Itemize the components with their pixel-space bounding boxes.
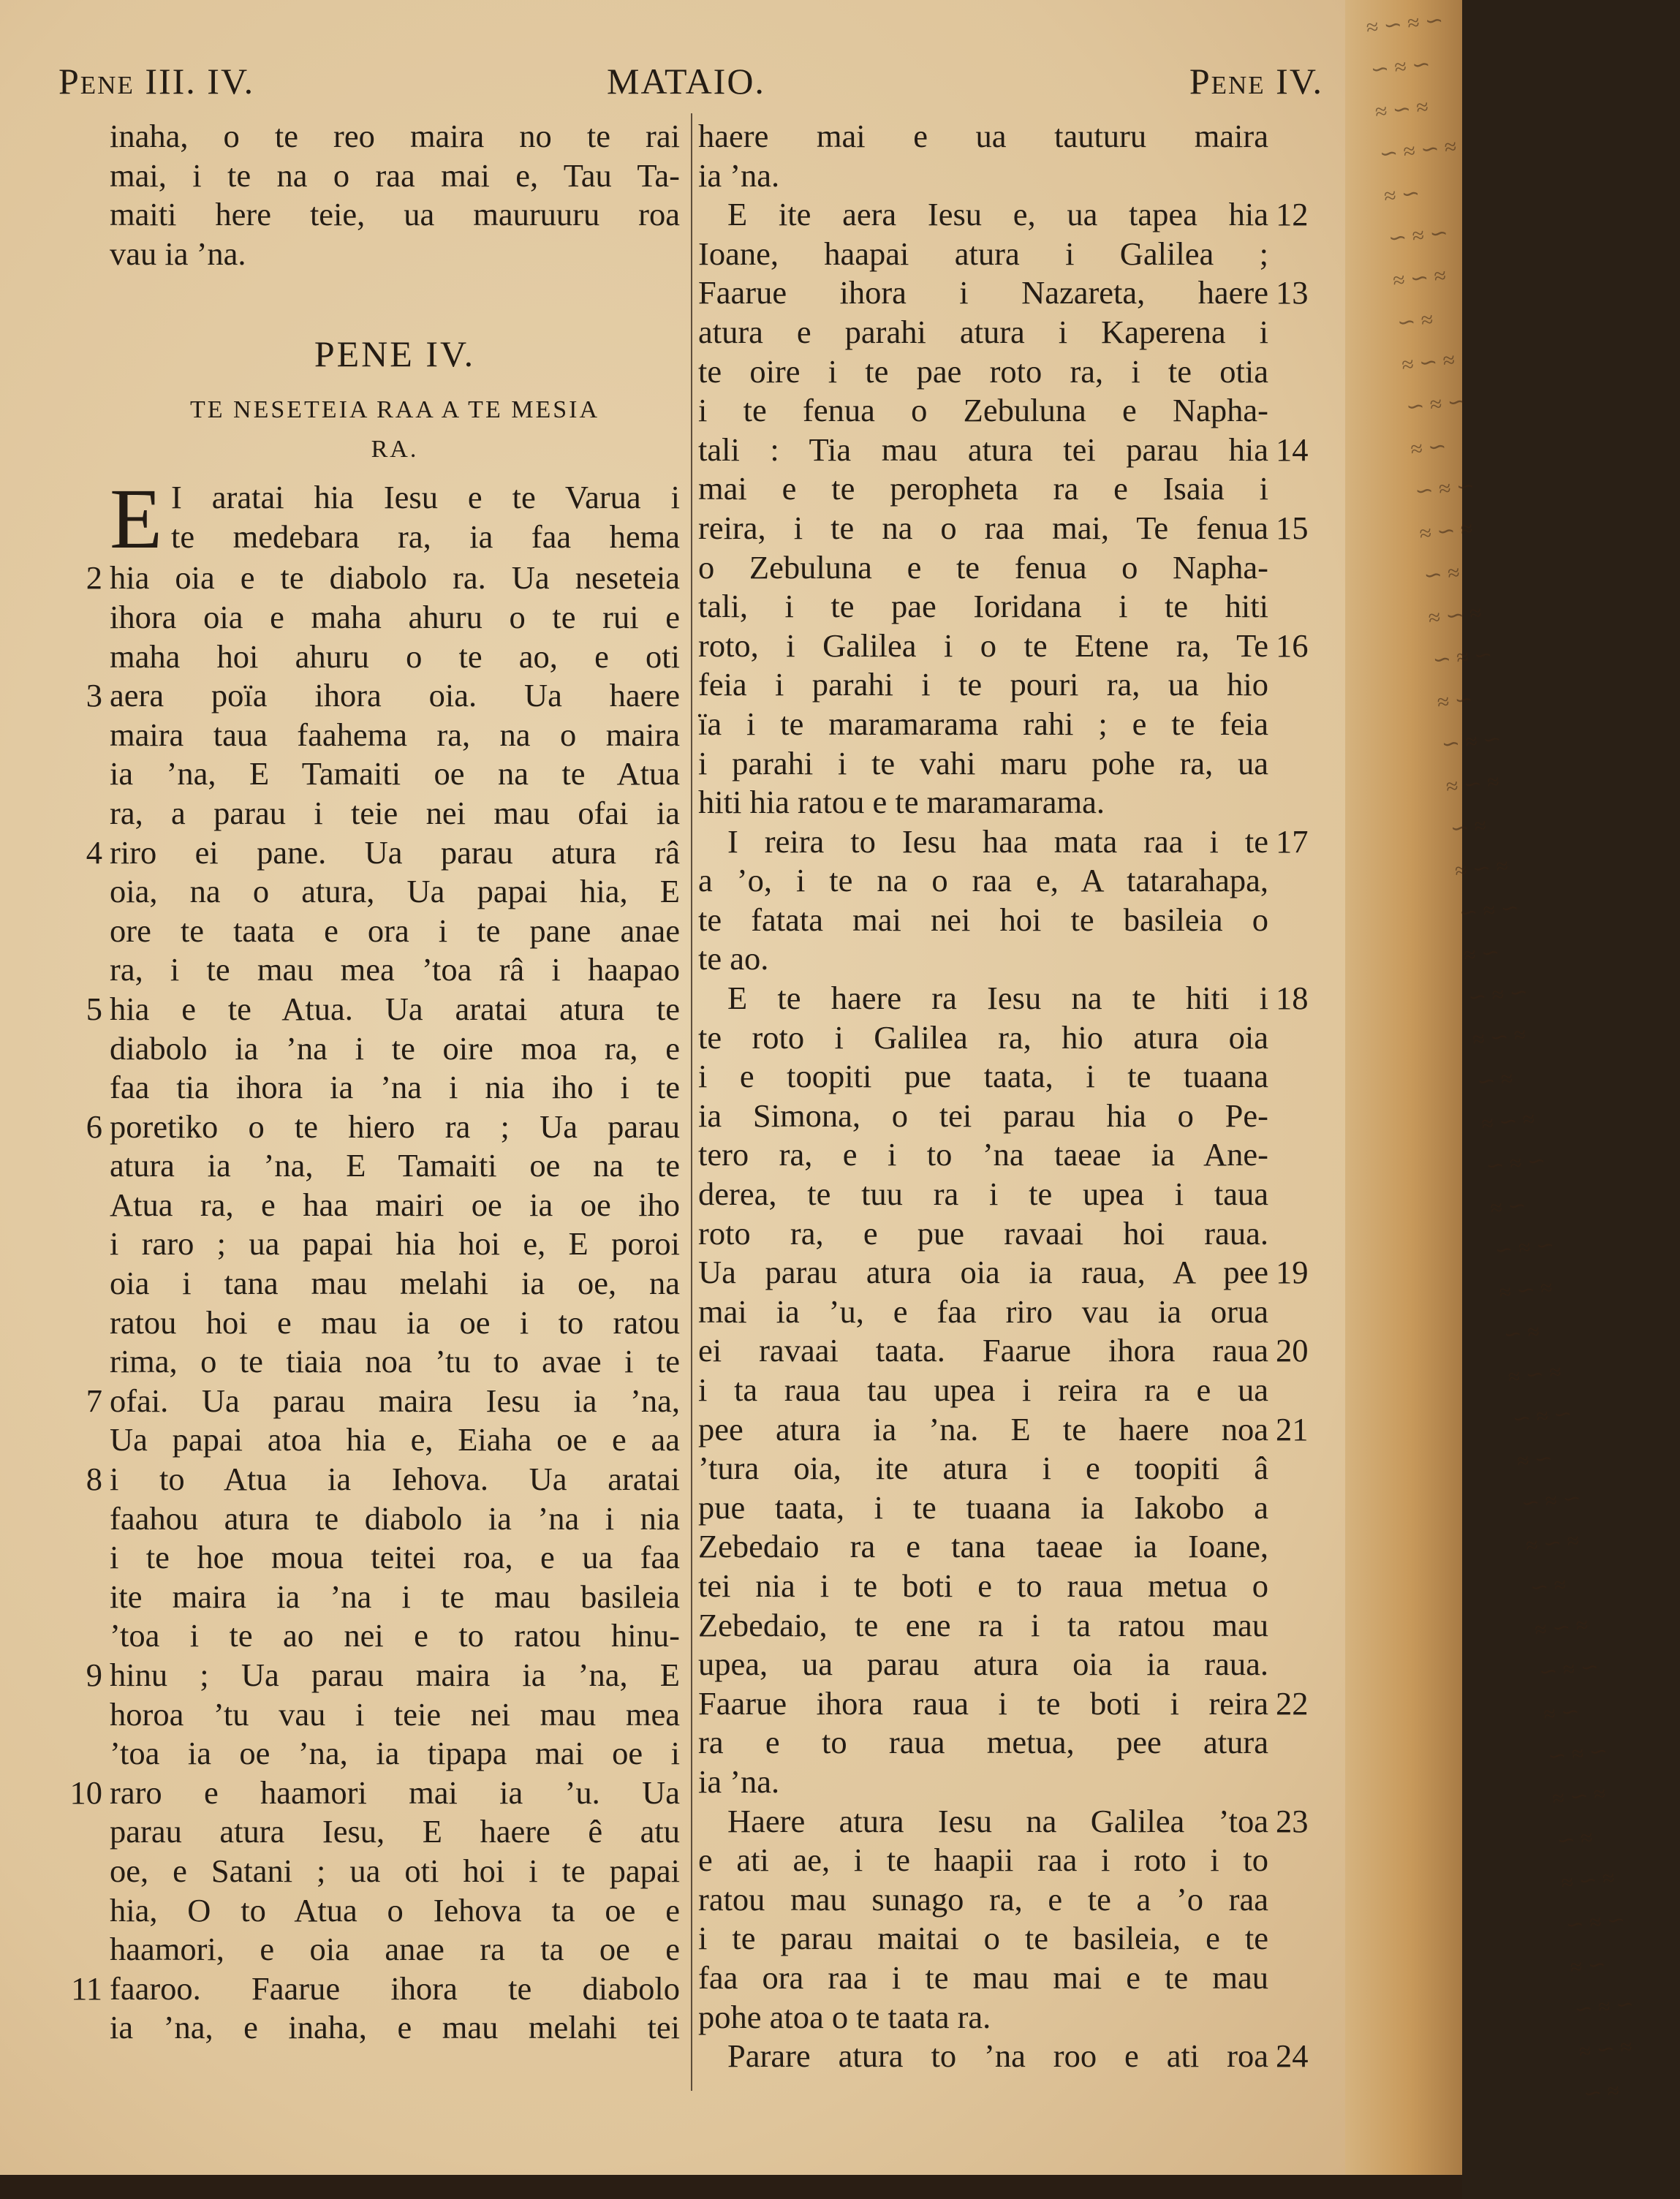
line-text: i te fenua o Zebuluna e Napha- [698,392,1268,429]
verse-number: 12 [1276,196,1309,233]
line-text: tero ra, e i to ’na taeae ia Ane- [698,1136,1268,1173]
bleed-through-text: ≈ ∽ ≈ ∽ ∽ ≈ ∽ ≈ ∽ ≈ ∽ ≈ ∽ ≈ ≈ ∽ ∽ ≈ ∽ ≈ ∽ ≈ ∽ ≈ ≈ ∽ ≈ ∽ ≈ ∽ ≈ ∽ ∽ ≈ ∽ ≈ ∽ ≈ ∽ ≈ ≈ ∽ ≈ ∽ ≈ ∽ ≈ ∽ ∽ ≈ ∽ ≈ ∽ ≈ ∽ ≈ ≈ ∽ ≈ ∽ ≈ ∽ ≈ ∽ ∽ ≈ ∽ ≈ ∽ ≈ ∽ ≈ ≈ ∽ ≈ ∽ ≈ ∽ ≈ ∽ ∽ ≈ ∽ ≈ ∽ ≈ ∽ ≈ ≈ ∽ ≈ ∽ ≈ ∽ ≈ ∽ ∽ ≈ ∽ ≈ ∽ ≈ ∽ ≈ ≈ ∽ ≈ ∽ ≈ ∽ ≈ ∽ ∽ ≈ ∽ ≈ ∽ ≈ ∽ ≈ ≈ ∽ ≈ ∽ ≈ ∽ ≈ ∽ ∽ ≈ ∽ ≈ ∽ ≈ ∽ ≈ [1365,7,1635,2107]
line-text: faahou atura te diabolo ia ’na i nia [110,1499,680,1537]
text-line [110,1146,680,1186]
line-text: ia ’na, E Tamaiti oe na te Atua [110,755,680,792]
text-line [698,273,1309,313]
chapter-subtitle-line: RA. [371,436,419,463]
text-line [698,1018,1268,1058]
right-column [698,117,1309,2076]
line-text: ofai. Ua parau maira Iesu ia ’na, [110,1382,680,1419]
line-text: derea, te tuu ra i te upea i taua [698,1176,1268,1213]
line-text: mai ia ’u, e faa riro vau ia orua [698,1292,1268,1330]
verse-number: 23 [1276,1802,1309,1839]
line-text: ia ’na, e inaha, e mau melahi tei [110,2009,680,2046]
verse-lines [69,559,680,2048]
text-line [698,1723,1268,1763]
text-line [698,1410,1309,1450]
running-header [51,60,1323,104]
text-line [698,391,1268,431]
line-text: ra, a parau i teie nei mau ofai ia [110,794,680,831]
line-text: Ua parau atura oia ia raua, A pee [698,1254,1268,1291]
text-line [698,156,1268,196]
text-line [698,1567,1268,1606]
text-line [110,156,680,196]
line-text: maiti here teie, ua mauruuru roa [110,196,680,233]
text-line [110,117,680,156]
line-text: ore te taata e ora i te pane anae [110,912,680,949]
header-right: Pene IV. [1189,61,1323,102]
text-line [698,1684,1309,1724]
text-line [698,1175,1268,1214]
line-text: hiti hia ratou e te maramarama. [698,784,1105,821]
line-text: Zebedaio ra e tana taeae ia Ioane, [698,1528,1268,1565]
line-text: pue taata, i te tuaana ia Iakobo a [698,1488,1268,1526]
left-column [69,117,680,2048]
text-line [698,705,1268,744]
text-line [698,1763,1268,1802]
verse-number: 4 [86,833,102,871]
text-line [698,1880,1268,1920]
verse-number: 5 [86,990,102,1027]
text-line [110,1499,680,1539]
text-line [110,235,680,274]
verse-number: 17 [1276,822,1309,860]
line-text: ratou mau sunago ra, e te a ’o raa [698,1880,1268,1918]
text-line [698,1097,1268,1136]
line-text: raro e haamori mai ia ’u. Ua [110,1774,680,1811]
text-line [698,1371,1268,1410]
line-text: upea, ua parau atura oia ia raua. [698,1646,1268,1683]
text-line [110,754,680,794]
opening-lines [110,117,680,273]
verse-lines [698,117,1309,2076]
text-line [698,1057,1268,1097]
text-line [110,1264,680,1303]
line-text: te fatata mai nei hoi te basileia o [698,901,1268,938]
verse-number: 18 [1276,980,1309,1017]
text-line [110,1734,680,1774]
text-line [110,598,680,637]
line-text: te oire i te pae roto ra, i te otia [698,352,1268,390]
line-text: Ua papai atoa hia e, Eiaha oe e aa [110,1421,680,1458]
line-text: faaroo. Faarue ihora te diabolo [110,1969,680,2007]
header-left: Pene III. IV. [58,61,255,102]
text-line [698,509,1309,548]
line-text: oia i tana mau melahi ia oe, na [110,1265,680,1302]
line-text: Atua ra, e haa mairi oe ia oe iho [110,1186,680,1223]
line-text: te medebara ra, ia faa hema [171,518,680,555]
line-text: i to Atua ia Iehova. Ua aratai [110,1461,680,1498]
line-text: hia, O to Atua o Iehova ta oe e [110,1891,680,1929]
line-text: aera poïa ihora oia. Ua haere [110,677,680,714]
text-line [698,1645,1268,1684]
verse-number: 7 [86,1382,102,1419]
line-text: E ite aera Iesu e, ua tapea hia [727,196,1268,233]
line-text: haere mai e ua tauturu maira [698,118,1268,154]
text-line [698,979,1309,1018]
text-line [86,1656,680,1695]
line-text: ia Simona, o tei parau hia o Pe- [698,1097,1268,1134]
line-text: i e toopiti pue taata, i te tuaana [698,1058,1268,1095]
text-line [110,2008,680,2048]
text-line [698,2037,1309,2076]
verse-number: 24 [1276,2037,1309,2075]
line-text: ra e to raua metua, pee atura [698,1724,1268,1761]
text-line [86,1460,680,1499]
text-line [698,313,1268,352]
verse-number: 13 [1276,274,1309,311]
text-line [698,1449,1268,1488]
text-line [698,431,1309,470]
text-line [698,627,1309,666]
text-line [110,1891,680,1931]
line-text: poretiko o te hiero ra ; Ua parau [110,1108,680,1145]
text-line [698,1998,1268,2037]
text-line [698,1527,1268,1567]
line-text: ei ravaai taata. Faarue ihora raua [698,1332,1268,1369]
line-text: riro ei pane. Ua parau atura râ [110,833,680,871]
text-line [698,1135,1268,1175]
verse-number: 9 [86,1657,102,1693]
line-text: i te hoe moua teitei roa, e ua faa [110,1539,680,1576]
text-line [110,794,680,833]
line-text: ia ’na. [698,156,780,194]
line-text: te ao. [698,940,769,977]
text-line [698,901,1268,940]
book-edge [0,2175,1462,2199]
text-line [698,1606,1268,1646]
line-text: tei nia i te boti e to raua metua o [698,1567,1268,1604]
text-line [698,235,1268,274]
text-line [698,822,1309,862]
line-text: oe, e Satani ; ua oti hoi i te papai [110,1852,680,1889]
drop-cap-block [110,471,680,567]
text-line [110,195,680,235]
text-line [698,1802,1309,1842]
text-line [698,469,1268,509]
verse-number: 15 [1276,509,1309,546]
text-line [110,1812,680,1852]
line-text: i parahi i te vahi maru pohe ra, ua [698,744,1268,781]
text-line [86,833,680,873]
text-line [110,1029,680,1069]
line-text: inaha, o te reo maira no te rai [110,118,680,154]
line-text: ite maira ia ’na i te mau basileia [110,1578,680,1615]
text-line [86,990,680,1029]
text-line [110,716,680,755]
line-text: Faarue ihora raua i te boti i reira [698,1684,1268,1722]
line-text: mai e te peropheta ra e Isaia i [698,470,1268,507]
line-text: o Zebuluna e te fenua o Napha- [698,548,1268,586]
column-divider [691,113,692,2091]
text-line [86,1382,680,1421]
text-line [110,912,680,951]
text-line [698,117,1268,156]
line-text: hia e te Atua. Ua aratai atura te [110,990,680,1027]
drop-cap: E [110,471,163,567]
text-line [698,1958,1268,1998]
line-text: feia i parahi i te pouri ra, ua hio [698,666,1268,703]
text-line [110,1538,680,1578]
text-line [698,352,1268,392]
line-text: ratou hoi e mau ia oe i to ratou [110,1303,680,1341]
text-line [698,1214,1268,1254]
line-text: atura ia ’na, E Tamaiti oe na te [110,1147,680,1184]
verse-number: 22 [1276,1684,1309,1722]
verse-number: 20 [1276,1332,1309,1369]
text-line [698,1841,1268,1880]
line-text: E te haere ra Iesu na te hiti i [727,980,1268,1017]
line-text: Haere atura Iesu na Galilea ’toa [727,1802,1268,1839]
text-line [69,1774,680,1813]
text-line [110,1186,680,1225]
line-text: Parare atura to ’na roo e ati roa [727,2037,1268,2075]
line-text: i te parau maitai o te basileia, e te [698,1920,1268,1957]
line-text: tali : Tia mau atura tei parau hia [698,431,1268,468]
text-line [110,1852,680,1891]
verse-number: 14 [1276,431,1309,468]
text-line [698,587,1268,627]
line-text: te roto i Galilea ra, hio atura oia [698,1018,1268,1056]
text-line [110,1695,680,1735]
line-text: rima, o te tiaia noa ’tu to avae i te [110,1343,680,1380]
text-line [110,950,680,990]
text-line [698,1331,1309,1371]
verse-number: 21 [1276,1410,1309,1447]
facing-page-edge [1345,0,1635,2175]
text-line [698,1919,1268,1958]
text-line [698,665,1268,705]
line-text: maha hoi ahuru o te ao, e oti [110,637,680,675]
text-line [110,637,680,677]
text-line [110,1342,680,1382]
line-text: I aratai hia Iesu e te Varua i [171,479,680,516]
text-line [110,478,680,518]
line-text: faa ora raa i te mau mai e te mau [698,1958,1268,1996]
chapter-subtitle [110,390,680,469]
text-line [110,1420,680,1460]
header-title: MATAIO. [607,61,765,102]
line-text: hinu ; Ua parau maira ia ’na, E [110,1657,680,1693]
line-text: Zebedaio, te ene ra i ta ratou mau [698,1606,1268,1643]
text-line [110,1303,680,1343]
text-line [110,1930,680,1969]
line-text: horoa ’tu vau i teie nei mau mea [110,1695,680,1733]
chapter-heading: PENE IV. [314,333,476,375]
text-line [698,861,1268,901]
line-text: ra, i te mau mea ’toa râ i haapao [110,951,680,988]
line-text: vau ia ’na. [110,235,246,272]
line-text: ia ’na. [698,1763,780,1800]
line-text: pohe atoa o te taata ra. [698,1998,991,2035]
line-text: ’toa i te ao nei e to ratou hinu- [110,1617,680,1654]
line-text: maira taua faahema ra, na o maira [110,716,680,753]
line-text: ’tura oia, ite atura i e toopiti â [698,1450,1268,1487]
text-line [86,559,680,598]
verse-number: 3 [86,677,102,714]
text-line [698,195,1309,235]
line-text: e ati ae, i te haapii raa i roto i to [698,1842,1268,1879]
line-text: oia, na o atura, Ua papai hia, E [110,873,680,910]
verse-number: 10 [69,1774,102,1811]
line-text: hia oia e te diabolo ra. Ua neseteia [110,559,680,597]
line-text: tali, i te pae Ioridana i te hiti [698,588,1268,625]
line-text: pee atura ia ’na. E te haere noa [698,1410,1268,1447]
text-line [110,518,680,557]
line-text: haamori, e oia anae ra ta oe e [110,1931,680,1968]
text-line [698,548,1268,588]
verse-number: 16 [1276,627,1309,664]
line-text: mai, i te na o raa mai e, Tau Ta- [110,156,680,194]
line-text: reira, i te na o raa mai, Te fenua [698,509,1268,546]
line-text: faa tia ihora ia ’na i nia iho i te [110,1069,680,1106]
line-text: atura e parahi atura i Kaperena i [698,313,1268,350]
text-line [110,1068,680,1108]
chapter-subtitle-line: TE NESETEIA RAA A TE MESIA [190,396,599,424]
line-text: Ioane, haapai atura i Galilea ; [698,235,1268,272]
verse-number: 19 [1276,1254,1309,1291]
line-text: roto, i Galilea i o te Etene ra, Te [698,627,1268,664]
line-text: Faarue ihora i Nazareta, haere [698,274,1268,311]
line-text: i ta raua tau upea i reira ra e ua [698,1371,1268,1408]
text-line [698,939,1268,979]
text-line [110,1578,680,1617]
line-text: a ’o, i te na o raa e, A tatarahapa, [698,862,1268,899]
line-text: ihora oia e maha ahuru o te rui e [110,598,680,635]
line-text: ’toa ia oe ’na, ia tipapa mai oe i [110,1735,680,1772]
verse-number: 6 [86,1108,102,1145]
verse-number: 8 [86,1461,102,1498]
text-line [86,676,680,716]
line-text: I reira to Iesu haa mata raa i te [727,822,1268,860]
text-line [698,1253,1309,1292]
line-text: roto ra, e pue ravaai hoi raua. [698,1214,1268,1252]
text-line [110,1225,680,1264]
line-text: diabolo ia ’na i te oire moa ra, e [110,1029,680,1067]
text-line [698,1488,1268,1528]
text-line [698,744,1268,784]
line-text: i raro ; ua papai hia hoi e, E poroi [110,1225,680,1263]
text-line [698,783,1268,822]
line-text: parau atura Iesu, E haere ê atu [110,1813,680,1850]
text-line [110,1616,680,1656]
verse-number: 11 [71,1969,102,2007]
text-line [71,1969,680,2009]
text-line [110,872,680,912]
line-text: ïa i te maramarama rahi ; e te feia [698,705,1268,742]
text-line [86,1108,680,1147]
text-line [698,1292,1268,1332]
verse-number: 2 [86,559,102,597]
